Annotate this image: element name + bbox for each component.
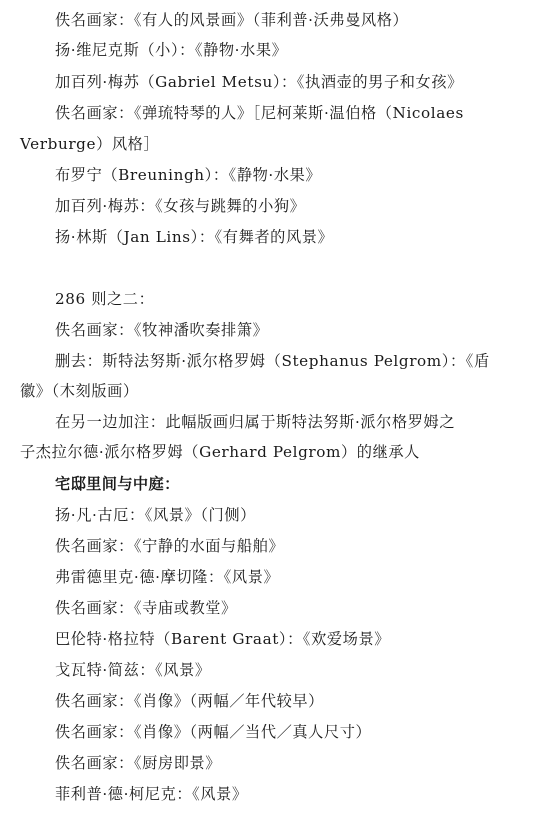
text-line: 佚名画家：《肖像》（两幅／当代／真人尺寸） — [55, 723, 372, 741]
text-line: 巴伦特·格拉特（Barent Graat）：《欢爱场景》 — [55, 630, 391, 648]
text-line: 佚名画家：《厨房即景》 — [55, 754, 222, 772]
text-line: Verburge）风格］ — [20, 135, 160, 153]
section-heading: 宅邸里间与中庭： — [55, 475, 180, 493]
text-line: 佚名画家：《宁静的水面与船舶》 — [55, 537, 285, 555]
text-line: 弗雷德里克·德·摩切隆：《风景》 — [55, 568, 280, 586]
text-line: 佚名画家：《有人的风景画》（菲利普·沃弗曼风格） — [55, 11, 409, 29]
text-line: 布罗宁（Breuningh）：《静物·水果》 — [55, 166, 322, 184]
text-line: 戈瓦特·简兹：《风景》 — [55, 661, 211, 679]
text-line: 在另一边加注：此幅版画归属于斯特法努斯·派尔格罗姆之 — [55, 413, 456, 431]
text-line: 扬·林斯（Jan Lins）：《有舞者的风景》 — [55, 228, 334, 246]
text-line: 扬·维尼克斯（小）：《静物·水果》 — [55, 41, 288, 59]
text-line: 佚名画家：《牧神潘吹奏排箫》 — [55, 321, 269, 339]
text-line: 加百列·梅苏：《女孩与跳舞的小狗》 — [55, 197, 306, 215]
text-line: 删去：斯特法努斯·派尔格罗姆（Stephanus Pelgrom）：《盾 — [55, 352, 490, 370]
text-line: 加百列·梅苏（Gabriel Metsu）：《执酒壶的男子和女孩》 — [55, 73, 463, 91]
section-heading: 286 则之二： — [55, 290, 155, 308]
text-line: 扬·凡·古厄：《风景》（门侧） — [55, 506, 256, 524]
text-line: 佚名画家：《肖像》（两幅／年代较早） — [55, 692, 324, 710]
text-line: 徽》（木刻版画） — [20, 382, 139, 400]
text-line: 子杰拉尔德·派尔格罗姆（Gerhard Pelgrom）的继承人 — [20, 443, 420, 461]
text-line: 菲利普·德·柯尼克：《风景》 — [55, 785, 248, 803]
text-line: 佚名画家：《弹琉特琴的人》［尼柯莱斯·温伯格（Nicolaes — [55, 104, 464, 122]
text-line: 佚名画家：《寺庙或教堂》 — [55, 599, 237, 617]
